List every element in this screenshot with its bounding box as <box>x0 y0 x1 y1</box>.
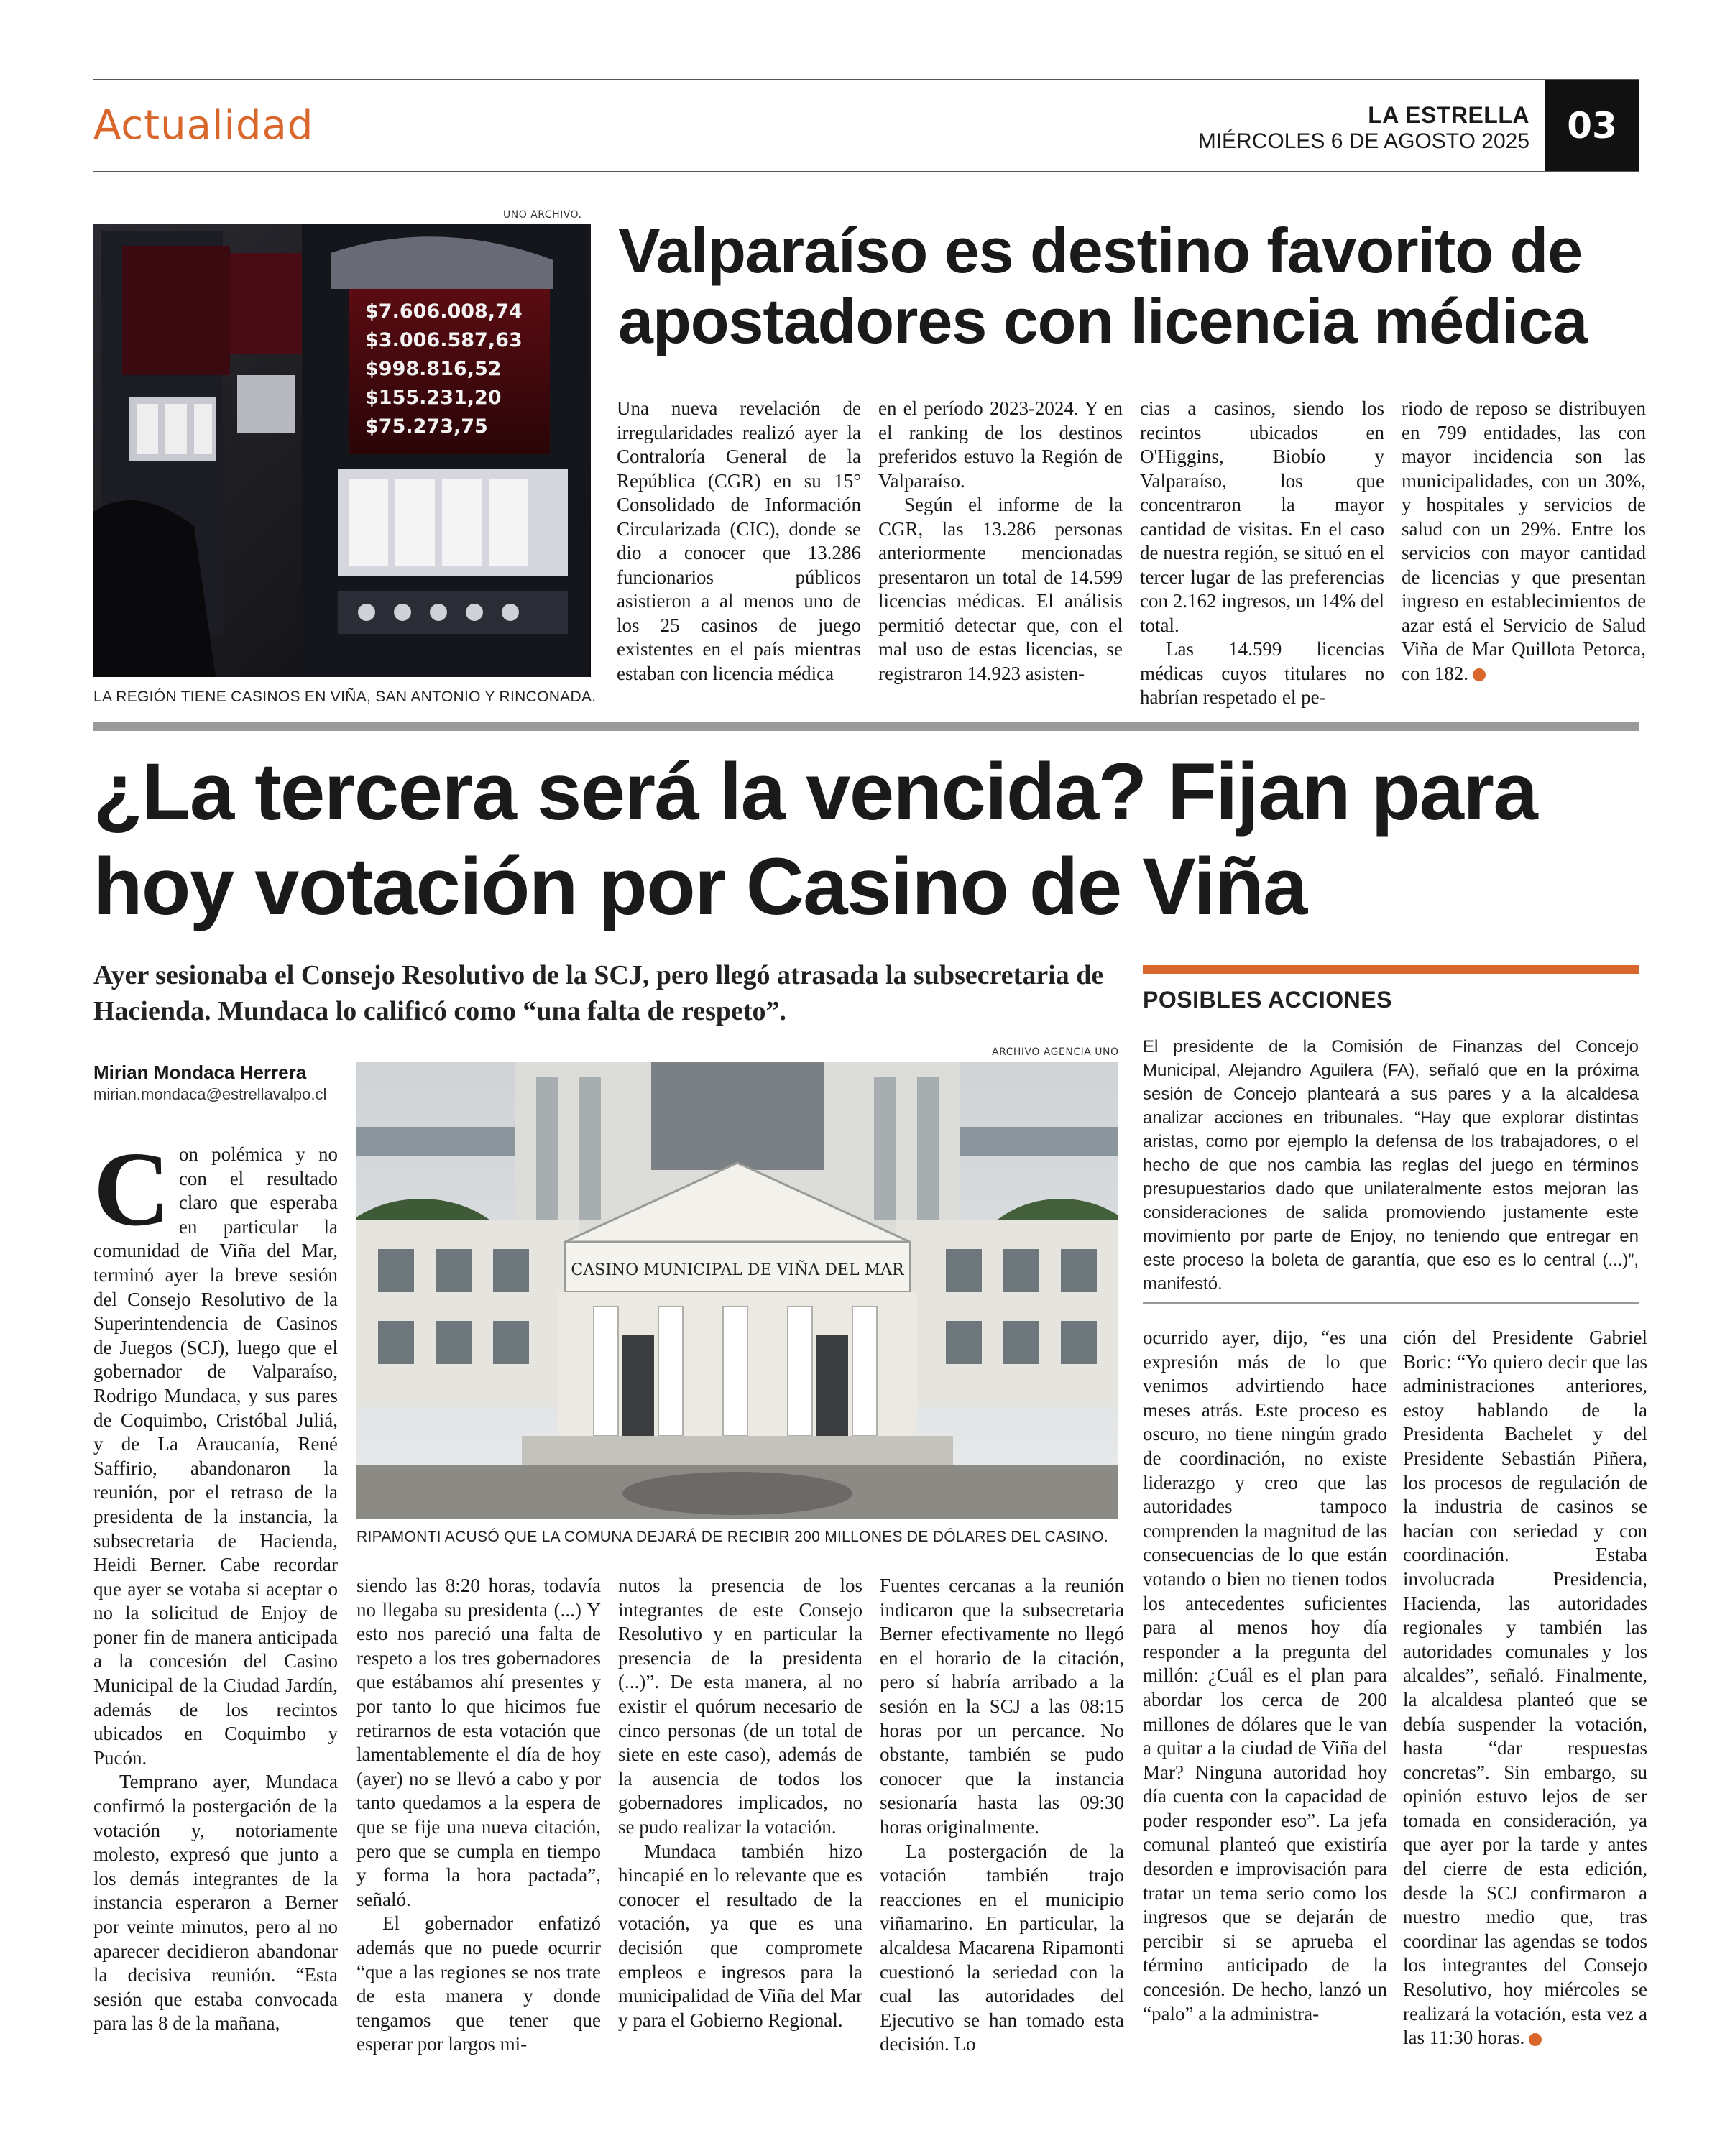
story1-headline: Valparaíso es destino favorito de apostadores con licencia médica <box>618 215 1588 356</box>
paragraph: on polémica y no con el resultado claro que esperaba en particular la comunidad de Viña del Mar, terminó ayer la breve sesión del Consejo Resolutivo de la Superintendencia de Casinos de Juegos (SCJ), luego que el gobernador de Valparaíso, Rodrigo Mundaca, y sus pares de Coquimbo, Cristóbal Juliá, y de La Araucanía, René Saffirio, abandonaron la reunión, por el retraso de la presidenta de la instancia, la subsecretaria de Hacienda, Heidi Berner. Cabe recordar que ayer se votaba si aceptar o no la solicitud de Enjoy de poner fin de manera anticipada a la concesión del Casino Municipal de la Ciudad Jardín, además de los recintos ubicados en Coquimbo y Pucón. <box>93 1143 338 1769</box>
paragraph: ocurrido ayer, dijo, “es una expresión más de lo que venimos advirtiendo hace meses atrás. Este proceso es oscuro, no tiene ningún grado de coordinación, no existe liderazgo y creo que las autoridades tampoco comprenden la magnitud de las consecuencias de lo que están votando o bien no tienen todos los antecedentes suficientes para al menos hoy día responder a la pregunta del millón: ¿Cuál es el plan para abordar los cerca de 200 millones de dólares que le van a quitar a la ciudad de Viña del Mar? Ninguna autoridad hoy día cuenta con la capacidad de poder responder eso”. La jefa comunal planteó que existiría desorden e improvisación para tratar un tema serio como los ingresos que se dejarán de percibir si se aprueba el término anticipado de la concesión. De hecho, lanzó un “palo” a la administra- <box>1143 1327 1387 2024</box>
paper-name: LA ESTRELLA <box>1368 102 1530 128</box>
slot-amount-3: $998.816,52 <box>365 358 502 380</box>
paragraph: nutos la presencia de los integrantes de este Consejo Resolutivo y en particular la presencia de la presidenta (...)”. De esta manera, al no existir el quórum necesario de cinco personas (de un total de siete en este caso), además de la ausencia de todos los gobernadores implicados, no se pudo realizar la votación. <box>618 1575 862 1838</box>
paper-date: MIÉRCOLES 6 DE AGOSTO 2025 <box>1197 129 1530 153</box>
header-bottom-rule <box>93 171 1639 172</box>
story2-deck: Ayer sesionaba el Consejo Resolutivo de la SCJ, pero llegó atrasada la subsecretaria de Hacienda. Mundaca lo calificó como “una falta de respeto”. <box>93 960 1104 1026</box>
slot-amount-1: $7.606.008,74 <box>365 300 523 323</box>
story1-column-3 <box>1140 397 1384 710</box>
paragraph: Las 14.599 licencias médicas cuyos titulares no habrían respetado el pe- <box>1140 638 1384 708</box>
story2-column-3 <box>618 1574 862 2032</box>
story2-column-2 <box>356 1574 601 2057</box>
paragraph: riodo de reposo se distribuyen en 799 entidades, las con mayor incidencia son las municipalidades, con un 30%, y hospitales y servicios de salud con un 29%. Entre los servicios con mayor cantidad de licencias y que presentan ingreso en establecimientos de azar está el Servicio de Salud Viña de Mar Quillota Petorca, con 182. <box>1402 397 1646 684</box>
story1-column-4 <box>1402 397 1646 686</box>
photo-credit: UNO ARCHIVO. <box>503 209 582 221</box>
paragraph: ción del Presidente Gabriel Boric: “Yo quiero decir que las administraciones anteriores, estoy hablando de la Presidenta Bachelet y del Presidente Sebastián Piñera, los procesos de regulación de la industria de casinos se hacían con seriedad y con coordinación. Estaba involucrada Presidencia, Hacienda, las autoridades regionales y también las autoridades comunales y los alcaldes”, señaló. Finalmente, la alcaldesa planteó que se debía suspender la votación, hasta “dar respuestas concretas”. Sin embargo, su opinión estuvo lejos de ser tomada en consideración, ya que ayer por la tarde y antes del cierre de esta edición, desde la SCJ confirmaron a nuestro medio que, tras coordinar las agendas se todos los integrantes del Consejo Resolutivo, hoy miércoles se realizará la votación, esta vez a las 11:30 horas. <box>1403 1327 1647 2049</box>
paragraph: siendo las 8:20 horas, todavía no llegaba su presidenta (...) Y esto nos pareció una falta de respeto a los tres gobernadores que estábamos ahí presentes y por tanto lo que hicimos fue retirarnos de esta votación que lamentablemente el día de hoy (ayer) no se llevó a cabo y por tanto quedamos a la espera de que se fije una nueva citación, pero que se cumpla en tiempo y forma la hora pactada”, señaló. <box>356 1575 601 1910</box>
story-divider <box>93 722 1639 731</box>
paragraph: El gobernador enfatizó además que no puede ocurrir “que a las regiones se nos trate de esta manera y donde tengamos que tener que esperar por largos mi- <box>356 1912 601 2055</box>
casino-building-photo <box>356 1062 1118 1519</box>
end-mark-icon <box>1473 668 1486 681</box>
sidebar-text: El presidente de la Comisión de Finanzas del Concejo Municipal, Alejandro Aguilera (FA), señaló que en la próxima sesión de Concejo planteará a sus pares y a la alcaldesa analizar acciones en tribunales. “Hay que explorar distintas aristas, como por ejemplo la defensa de los trabajadores, o el hecho de que nos cambia las reglas del juego en términos presupuestarios dado que unilateralmente estos mejoran las consideraciones de salida promoviendo justamente este movimiento por parte de Enjoy, no teniendo que entregar en este proceso la boleta de garantía, que eso es lo central (...)”, manifestó. <box>1143 1037 1639 1294</box>
author-email: mirian.mondaca@estrellavalpo.cl <box>93 1085 327 1103</box>
slot-amount-5: $75.273,75 <box>365 415 488 438</box>
photo-credit: ARCHIVO AGENCIA UNO <box>992 1046 1119 1058</box>
paragraph: Mundaca también hizo hincapié en lo relevante que es conocer el resultado de la votación, ya que es una decisión que compromete empleos e ingresos para la municipalidad de Viña del Mar y para el Gobierno Regional. <box>618 1840 862 2031</box>
story1-column-1 <box>617 397 861 686</box>
story2-column-5 <box>1143 1326 1387 2026</box>
paragraph: Temprano ayer, Mundaca confirmó la postergación de la votación y, notoriamente molesto, expresó que junto a los demás integrantes de la instancia esperaron a Berner por veinte minutos, pero al no aparecer decidieron abandonar la decisiva reunión. “Esta sesión que estaba convocada para las 8 de la mañana, <box>93 1771 338 2035</box>
building-sign: CASINO MUNICIPAL DE VIÑA DEL MAR <box>571 1261 904 1279</box>
story2-column-1 <box>93 1130 338 2036</box>
author-name: Mirian Mondaca Herrera <box>93 1061 307 1083</box>
paragraph: Fuentes cercanas a la reunión indicaron que la subsecretaria Berner efectivamente no llegó en el horario de la citación, pero sí habría arribado a la sesión en la SCJ a las 08:15 horas por un percance. No obstante, también se pudo conocer que la instancia sesionaría hasta las 09:30 horas originalmente. <box>880 1575 1124 1838</box>
paragraph: La postergación de la votación también trajo reacciones en el municipio viñamarino. En particular, la alcaldesa Macarena Ripamonti cuestionó la seriedad con la cual las autoridades del Ejecutivo se han tomado esta decisión. Lo <box>880 1840 1124 2055</box>
story2-headline: ¿La tercera será la vencida? Fijan para hoy votación por Casino de Viña <box>93 747 1537 931</box>
sidebar-title: POSIBLES ACCIONES <box>1143 987 1392 1013</box>
paragraph: Una nueva revelación de irregularidades realizó ayer la Contraloría General de la República (CGR) en su 15° Consolidado de Información Circularizada (CIC), donde se dio a conocer que 13.286 funcionarios públicos asistieron a al menos uno de los 25 casinos de juego existentes en el país mientras estaban con licencia médica <box>617 397 861 684</box>
paragraph: en el período 2023-2024. Y en el ranking de los destinos preferidos estuvo la Región de Valparaíso. <box>878 397 1123 492</box>
story2-column-4 <box>880 1574 1124 2057</box>
paragraph: Según el informe de la CGR, las 13.286 personas anteriormente mencionadas presentaron un total de 14.599 licencias médicas. El análisis permitió detectar que, con el mal uso de estas licencias, se registraron 14.923 asisten- <box>878 494 1123 684</box>
story1-column-2 <box>878 397 1123 686</box>
sidebar-rule <box>1143 965 1639 974</box>
drop-cap: C <box>93 1130 170 1248</box>
photo-caption: LA REGIÓN TIENE CASINOS EN VIÑA, SAN ANTONIO Y RINCONADA. <box>93 688 597 705</box>
section-label: Actualidad <box>93 102 314 149</box>
slot-amount-4: $155.231,20 <box>365 387 502 409</box>
end-mark-icon <box>1529 2033 1542 2046</box>
page-number: 03 <box>1545 80 1639 171</box>
story2-column-6 <box>1403 1326 1647 2050</box>
paragraph: cias a casinos, siendo los recintos ubicados en O'Higgins, Biobío y Valparaíso, los que concentraron la mayor cantidad de visitas. En el caso de nuestra región, se situó en el tercer lugar de las preferencias con 2.162 ingresos, un 14% del total. <box>1140 397 1384 636</box>
slot-machines-photo <box>93 224 591 677</box>
photo-caption: RIPAMONTI ACUSÓ QUE LA COMUNA DEJARÁ DE RECIBIR 200 MILLONES DE DÓLARES DEL CASINO. <box>356 1529 1108 1545</box>
slot-amount-2: $3.006.587,63 <box>365 329 523 351</box>
header-top-rule <box>93 79 1639 80</box>
sidebar-bottom-rule <box>1143 1302 1639 1304</box>
